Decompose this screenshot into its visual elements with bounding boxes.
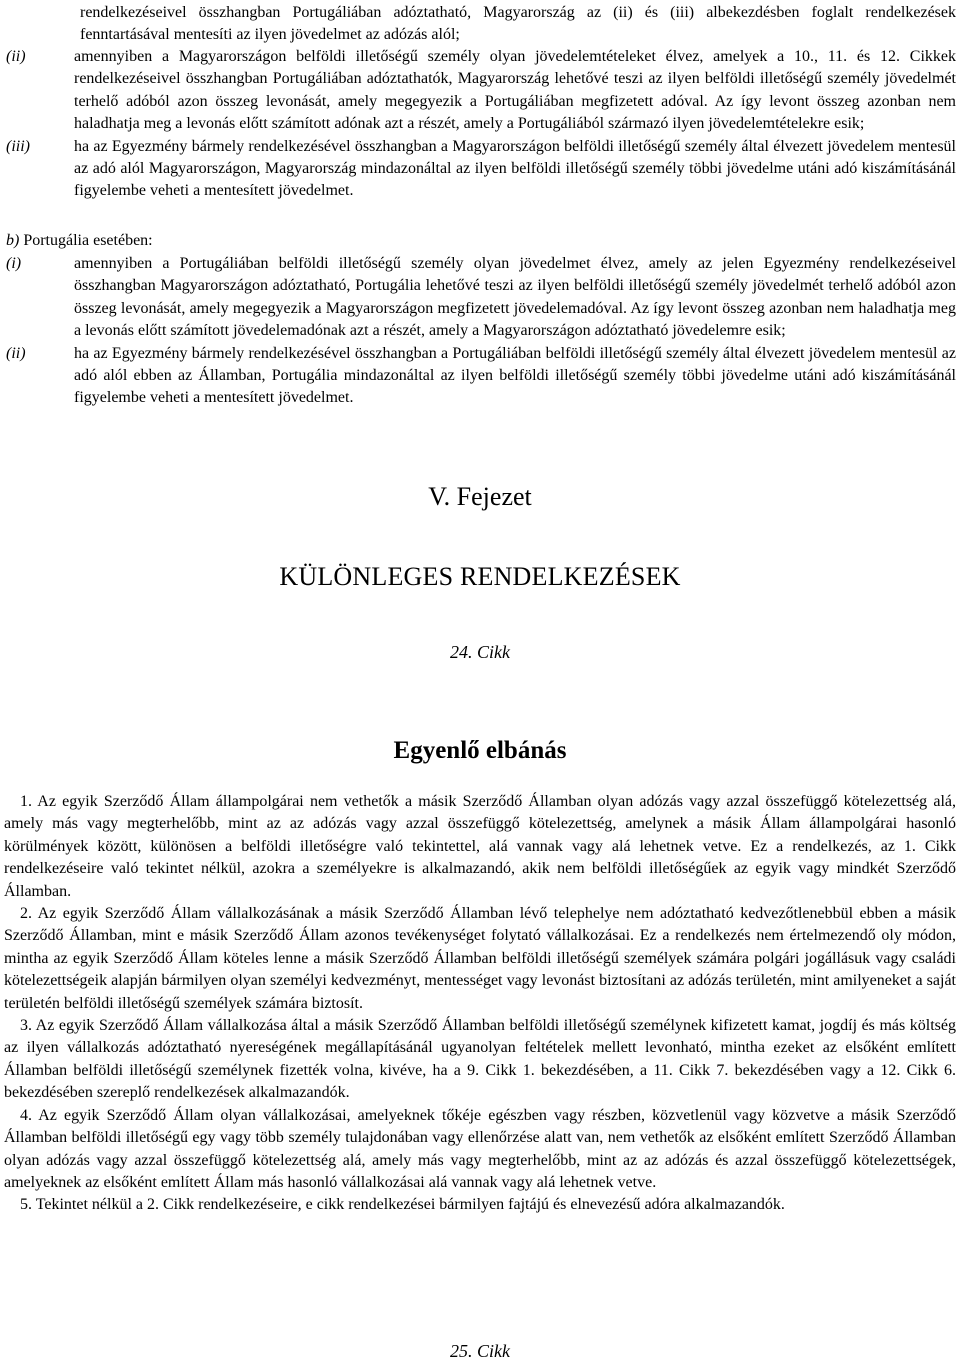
item-label: (ii): [6, 48, 26, 65]
list-item: [6, 46, 956, 136]
item-text: amennyiben a Magyarországon belföldi illetőségű személy olyan jövedelemtételeket élvez, amelyek a 10., 11. és 12. Cikkek rendelkezéseivel összhangban Portugáliában adóztathatók, Magyarország lehetővé teszi az ilyen belföldi illetőségű személy jövedelmét terhelő adóból azon összeg levonását, amely megegyezik a Portugáliában megfizetett adóval. Az így levont összeg azonban nem haladhatja meg a levonás előtt számított adónak azt a részét, amely a Portugáliából származó ilyen jövedelemtételekre esik;: [74, 48, 956, 133]
item-label: (ii): [6, 344, 26, 362]
article-paragraph-5: 5. Tekintet nélkül a 2. Cikk rendelkezéseire, e cikk rendelkezései bármilyen fajtájú és elnevezésű adóra alkalmazandók.: [20, 1196, 785, 1214]
chapter-title: KÜLÖNLEGES RENDELKEZÉSEK: [279, 562, 681, 591]
continuation-text: rendelkezéseivel összhangban Portugáliában adóztatható, Magyarország az (ii) és (iii) albekezdésben foglalt rendelkezések fenntartásával mentesíti az ilyen jövedelmet az adózás alól;: [80, 4, 956, 44]
article-paragraph-1: 1. Az egyik Szerződő Állam állampolgárai nem vethetők a másik Szerződő Államban olyan adózás vagy azzal összefüggő kötelezettség alá, amely más vagy megterhelőbb, mint az az adózás vagy azzal összefüggő kötelezettség, amelynek a másik Állam állampolgárai hasonló körülmények között, különösen a belföldi illetőségre való tekintettel, alá vannak vagy alá lehetnek vetve. Ez a rendelkezés, az 1. Cikk rendelkezéseire való tekintet nélkül, azokra a személyekre is alkalmazandó, akik nem belföldi illetőségűek az egyik vagy mindkét Szerződő Államban.: [4, 793, 956, 900]
section-a-items: [6, 46, 956, 203]
article-label: 24. Cikk: [450, 642, 510, 662]
article-paragraph-3: 3. Az egyik Szerződő Állam vállalkozása által a másik Szerződő Államban belföldi illetőségű személynek kifizetett kamat, jogdíj és más költség az ilyen vállalkozás adóztatható nyereségének megállapításánál ugyanolyan feltételek mellett levonható, mintha ezeket az elsőként említett Államban belföldi illetőségű személynek fizették volna, kivéve, ha a 9. Cikk 1. bekezdésében, a 11. Cikk 7. bekezdésében vagy a 12. Cikk 6. bekezdésében szereplő rendelkezések alkalmazandók.: [4, 1017, 956, 1102]
list-item: [6, 136, 956, 203]
article-heading: Egyenlő elbánás: [393, 737, 567, 764]
next-article-label: 25. Cikk: [450, 1341, 510, 1361]
item-text: amennyiben a Portugáliában belföldi illetőségű személy olyan jövedelmet élvez, amely az jelen Egyezmény rendelkezéseivel összhangban Magyarországon adóztatható, Portugália lehetővé teszi az ilyen belföldi illetőségű személy jövedelmét terhelő adóból azon összeg levonását, amely megegyezik a Magyarországon megfizetett jövedelemadóval. Az így levont összeg azonban nem haladhatja meg a levonás előtt számított jövedelemadónak azt a részét, amely a Magyarországon adóztatható jövedelemre esik;: [74, 255, 956, 340]
item-text: ha az Egyezmény bármely rendelkezésével összhangban a Magyarországon belföldi illetőségű személy által élvezett jövedelem mentesül az adó alól Magyarországon, Magyarország mindazonáltal az ilyen belföldi illetőségű személy többi jövedelme utáni adó kiszámításánál figyelembe veheti a mentesített jövedelmet.: [74, 137, 956, 200]
article-body: [4, 791, 956, 1217]
continuation-paragraph: [80, 2, 956, 47]
article-paragraph-2: 2. Az egyik Szerződő Állam vállalkozásának a másik Szerződő Államban lévő telephelye nem adóztatható kedvezőtlenebbül ebben a másik Szerződő Államban, mint e másik Szerződő Állam azonos tevékenységet folytató vállalkozásai. Ez a rendelkezés nem értelmezendő oly módon, mintha az egyik Szerződő Állam köteles lenne a másik Szerződő Államban belföldi illetőségű személyek számára polgári jogállásuk vagy családi kötelezettségeik alapján bármilyen olyan személyi kedvezményt, mentességet vagy levonást biztosítani az adózás területén, mint amilyeneket a saját területén belföldi illetőségű személyek számára biztosít.: [4, 905, 956, 1012]
article-paragraph-4: 4. Az egyik Szerződő Állam olyan vállalkozásai, amelyeknek tőkéje egészben vagy részben, közvetlenül vagy közvetve a másik Szerződő Államban belföldi illetőségű egy vagy több személy tulajdonában vagy ellenőrzése alatt van, nem vethetők az elsőként említett Szerződő Államban olyan adózás vagy azzal összefüggő kötelezettség alá, amely más vagy megterhelőbb, mint az az adózás és azzal összefüggő kötelezettségek, amelyeknek az elsőként említett Állam más hasonló vállalkozásai alá vannak vagy alá lehetnek vetve.: [4, 1106, 956, 1191]
chapter-number: V. Fejezet: [428, 482, 532, 511]
list-item: [6, 253, 956, 343]
section-b-items: [6, 253, 956, 410]
section-b-label: b): [6, 232, 20, 249]
section-b-text: Portugália esetében:: [23, 232, 153, 249]
section-b-heading: [6, 230, 956, 252]
item-label: (i): [6, 255, 22, 272]
item-label: (iii): [6, 137, 30, 155]
item-text: ha az Egyezmény bármely rendelkezésével összhangban a Portugáliában belföldi illetőségű személy által élvezett jövedelem mentesül az adó alól ebben az Államban, Portugália mindazonáltal az ilyen belföldi illetőségű személy többi jövedelme utáni adó kiszámításánál figyelembe veheti a mentesített jövedelmet.: [74, 344, 956, 407]
list-item: [6, 343, 956, 410]
